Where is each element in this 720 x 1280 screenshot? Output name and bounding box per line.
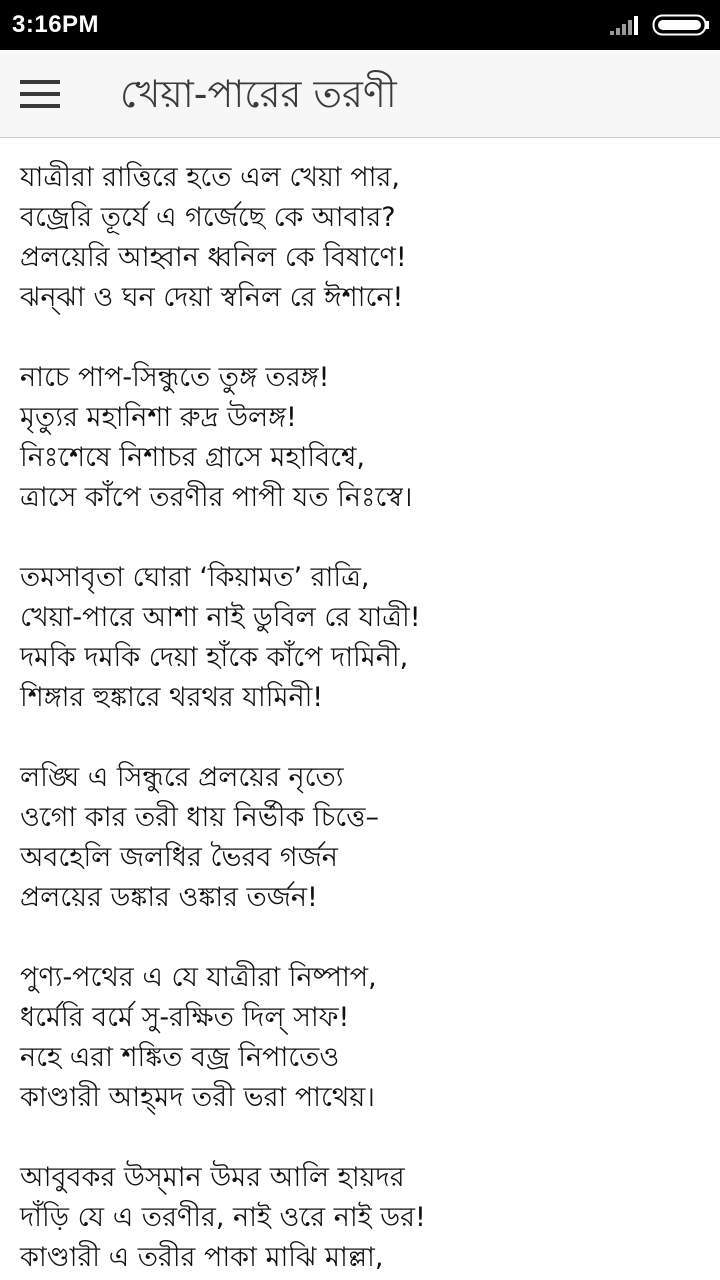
poem-line: ওগো কার তরী ধায় নির্ভীক চিত্তে– <box>20 802 379 833</box>
status-bar <box>0 0 720 50</box>
poem-line: অবহেলি জলধির ভৈরব গর্জন <box>20 842 338 873</box>
poem-line: প্রলয়েরি আহ্বান ধ্বনিল কে বিষাণে! <box>20 242 407 273</box>
app-bar <box>0 50 720 138</box>
poem-line: মৃত্যুর মহানিশা রুদ্র উলঙ্গ! <box>20 402 297 433</box>
poem-line: দমকি দমকি দেয়া হাঁকে কাঁপে দামিনী, <box>20 642 409 673</box>
poem-line: পুণ্য-পথের এ যে যাত্রীরা নিষ্পাপ, <box>20 962 377 993</box>
status-time: 3:16PM <box>12 11 100 38</box>
poem-content[interactable] <box>0 138 720 1280</box>
poem-line: নহে এরা শঙ্কিত বজ্র নিপাতেও <box>20 1042 340 1073</box>
poem-line: বজ্রেরি তূর্যে এ গর্জেছে কে আবার? <box>20 202 396 233</box>
stanza <box>20 958 700 1118</box>
stanza <box>20 358 700 518</box>
poem-line: কাণ্ডারী আহ্‌মদ তরী ভরা পাথেয়। <box>20 1082 375 1113</box>
poem-line: নিঃশেষে নিশাচর গ্রাসে মহাবিশ্বে, <box>20 442 365 473</box>
menu-button[interactable] <box>12 72 68 116</box>
stanza <box>20 1158 700 1278</box>
poem-line: ঝন্‌ঝা ও ঘন দেয়া স্বনিল রে ঈশানে! <box>20 282 404 313</box>
poem-line: শিঙ্গার হুঙ্কারে থরথর যামিনী! <box>20 682 324 713</box>
poem-line: খেয়া-পারে আশা নাই ডুবিল রে যাত্রী! <box>20 602 421 633</box>
poem-line: নাচে পাপ-সিন্ধুতে তুঙ্গ তরঙ্গ! <box>20 362 330 393</box>
poem-line: লঙ্ঘি এ সিন্ধুরে প্রলয়ের নৃত্যে <box>20 762 344 793</box>
poem-line: আবুবকর উস্‌মান উমর আলি হায়দর <box>20 1162 405 1193</box>
stanza <box>20 758 700 918</box>
poem-line: ত্রাসে কাঁপে তরণীর পাপী যত নিঃস্বে। <box>20 482 413 513</box>
poem-line: প্রলয়ের ডঙ্কার ওঙ্কার তর্জন! <box>20 882 318 913</box>
poem-line: দাঁড়ি যে এ তরণীর, নাই ওরে নাই ডর! <box>20 1202 426 1233</box>
poem-line: যাত্রীরা রাত্তিরে হতে এল খেয়া পার, <box>20 162 400 193</box>
stanza <box>20 158 700 318</box>
battery-icon <box>652 14 710 36</box>
signal-icon <box>608 14 642 36</box>
stanza <box>20 558 700 718</box>
page-title: খেয়া-পারের তরণী <box>120 72 397 116</box>
poem-line: ধর্মেরি বর্মে সু-রক্ষিত দিল্‌ সাফ! <box>20 1002 350 1033</box>
poem <box>20 158 700 1280</box>
poem-line: কাণ্ডারী এ তরীর পাকা মাঝি মাল্লা, <box>20 1242 384 1273</box>
poem-line: তমসাবৃতা ঘোরা ‘কিয়ামত’ রাত্রি, <box>20 562 370 593</box>
